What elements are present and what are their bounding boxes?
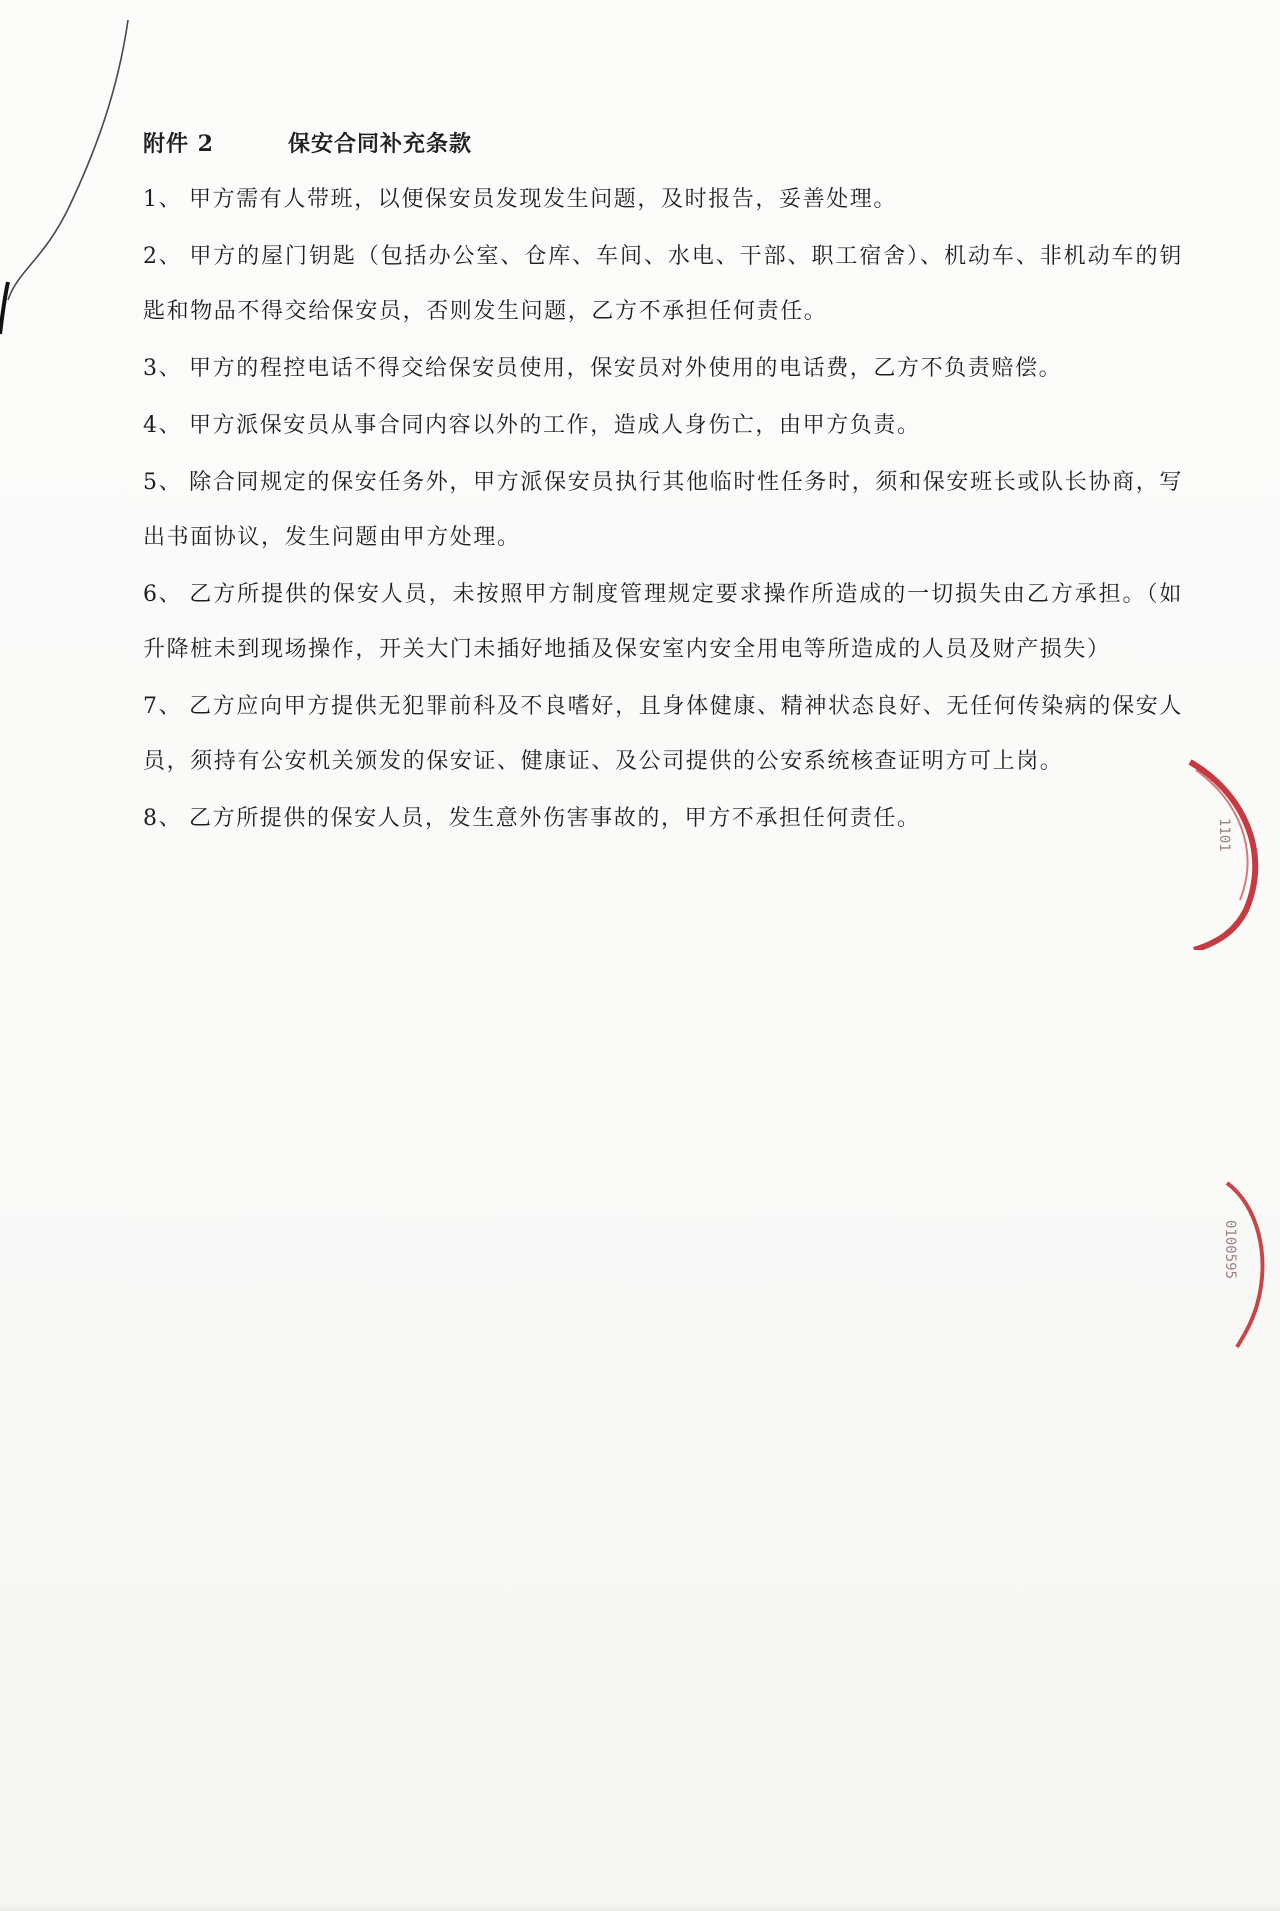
- clause-number: 7、: [143, 694, 183, 719]
- clause-item: [143, 679, 1183, 789]
- document-title: 保安合同补充条款: [288, 130, 473, 157]
- clause-number: 2、: [143, 244, 183, 269]
- clause-item: [143, 567, 1183, 677]
- clause-number: 1、: [143, 187, 183, 212]
- clause-text: 甲方的程控电话不得交给保安员使用，保安员对外使用的电话费，乙方不负责赔偿。: [189, 356, 1063, 381]
- clause-number: 6、: [143, 582, 183, 607]
- clause-item: [143, 341, 1183, 396]
- scan-bottom-edge: [0, 1903, 1280, 1911]
- clause-text: 乙方所提供的保安人员，发生意外伤害事故的，甲方不承担任何责任。: [189, 806, 921, 831]
- clause-number: 3、: [143, 356, 183, 381]
- clause-list: [143, 172, 1183, 848]
- clause-item: [143, 229, 1183, 339]
- clause-text: 甲方派保安员从事合同内容以外的工作，造成人身伤亡，由甲方负责。: [189, 413, 921, 438]
- clause-item: [143, 398, 1183, 453]
- clause-item: [143, 791, 1183, 846]
- attachment-label: 附件 2: [143, 130, 214, 157]
- clause-item: [143, 172, 1183, 227]
- seal-number-upper: 1101: [1216, 818, 1232, 852]
- clause-text: 乙方所提供的保安人员，未按照甲方制度管理规定要求操作所造成的一切损失由乙方承担。（如升降桩未到现场操作，开关大门未插好地插及保安室内安全用电等所造成的人员及财产损失）: [143, 582, 1183, 662]
- clause-text: 除合同规定的保安任务外，甲方派保安员执行其他临时性任务时，须和保安班长或队长协商，写出书面协议，发生问题由甲方处理。: [143, 470, 1183, 550]
- clause-number: 4、: [143, 413, 183, 438]
- clause-text: 甲方的屋门钥匙（包括办公室、仓库、车间、水电、干部、职工宿舍）、机动车、非机动车的钥匙和物品不得交给保安员，否则发生问题，乙方不承担任何责任。: [143, 244, 1183, 324]
- document-header: [143, 122, 472, 162]
- clause-number: 5、: [143, 470, 183, 495]
- clause-number: 8、: [143, 806, 183, 831]
- clause-text: 乙方应向甲方提供无犯罪前科及不良嗜好，且身体健康、精神状态良好、无任何传染病的保安人员，须持有公安机关颁发的保安证、健康证、及公司提供的公安系统核查证明方可上岗。: [143, 694, 1183, 774]
- seal-number-lower: 0100595: [1222, 1220, 1238, 1280]
- clause-item: [143, 455, 1183, 565]
- scan-edge-mark: [0, 0, 140, 340]
- seal-stamp-lower: [1205, 1175, 1280, 1355]
- clause-text: 甲方需有人带班，以便保安员发现发生问题，及时报告，妥善处理。: [189, 187, 898, 212]
